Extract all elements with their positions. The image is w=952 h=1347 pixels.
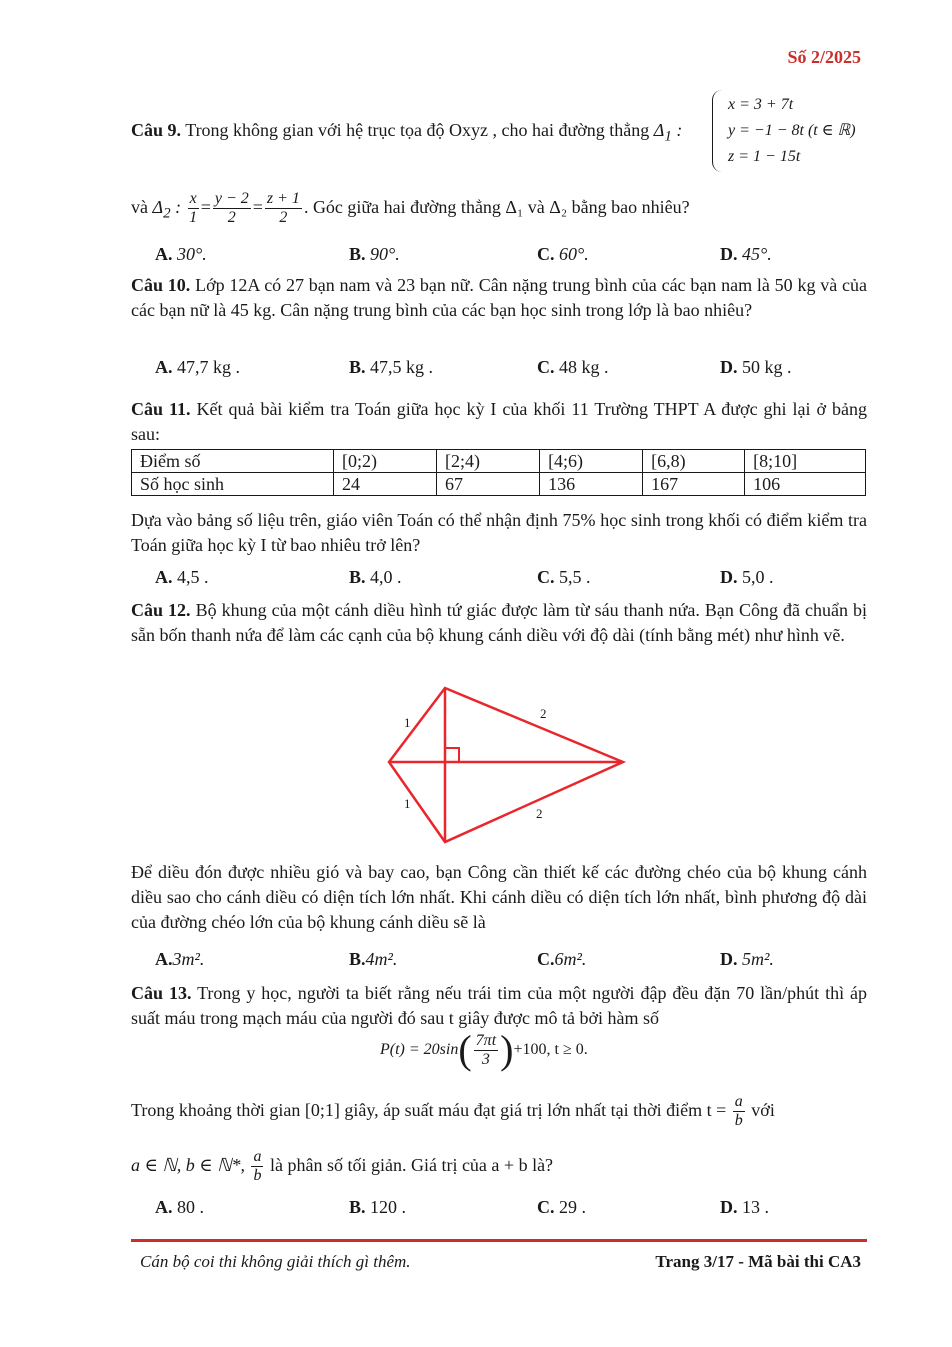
table-cell: [6,8) bbox=[643, 450, 745, 473]
q13-text-block bbox=[131, 981, 867, 1031]
q11-text-block bbox=[131, 397, 867, 447]
q12-option-a: A.3m². bbox=[155, 949, 205, 969]
q10-option-d: D. 50 kg . bbox=[720, 357, 792, 377]
q11-score-table bbox=[131, 449, 866, 496]
q13-line3: a ∈ ℕ, b ∈ ℕ*, $\frac{a}{b}$ là phân số tối giản. Giá trị của a + b là? bbox=[131, 1148, 554, 1185]
table-cell: [8;10] bbox=[745, 450, 866, 473]
table-cell: 106 bbox=[745, 473, 866, 496]
q12-option-d: D. 5m². bbox=[720, 949, 774, 969]
table-cell: [0;2) bbox=[334, 450, 437, 473]
q9-line2: và $\Delta_2$ : $\frac{x}{1}$ = $\frac{y - 2}{2}$ = $\frac{z + 1}{2}$ . Góc giữa hai đường thẳng Δ₁ và Δ₂ bằng bao nhiêu? bbox=[131, 190, 690, 227]
q13-ab-frac: $\frac{a}{b}$ bbox=[253, 1148, 262, 1185]
q12-option-c: C.6m². bbox=[537, 949, 587, 969]
q11-text: Kết quả bài kiểm tra Toán giữa học kỳ I của khối 11 Trường THPT A được ghi lại ở bảng sau: bbox=[131, 399, 867, 444]
q9-sys-line2: y = −1 − 8t (t ∈ ℝ) bbox=[728, 122, 856, 139]
q13-t-frac: $\frac{a}{b}$ bbox=[734, 1093, 743, 1130]
label-bottom-right: 2 bbox=[536, 806, 543, 821]
q9-option-c: C. 60°. bbox=[537, 244, 589, 264]
q13-option-d: D. 13 . bbox=[720, 1197, 769, 1217]
q9-system-brace bbox=[712, 90, 725, 172]
q9-delta2: $\Delta_2$ : bbox=[152, 197, 182, 222]
label-top-left: 1 bbox=[404, 715, 411, 730]
q9-option-a: A. 30°. bbox=[155, 244, 207, 264]
table-cell: [4;6) bbox=[540, 450, 643, 473]
kite-outline bbox=[389, 688, 623, 842]
q9-frac-z: $\frac{z + 1}{2}$ bbox=[266, 190, 300, 227]
table-row bbox=[132, 450, 866, 473]
q12-label: Câu 12. bbox=[131, 600, 191, 620]
q9-and: và bbox=[131, 197, 148, 217]
table-cell: 136 bbox=[540, 473, 643, 496]
q13-line2: Trong khoảng thời gian [0;1] giây, áp suất máu đạt giá trị lớn nhất tại thời điểm t = $\frac{a}{b}$ với bbox=[131, 1093, 775, 1130]
label-bottom-left: 1 bbox=[404, 796, 411, 811]
q13-option-a: A. 80 . bbox=[155, 1197, 204, 1217]
q9-option-d: D. 45°. bbox=[720, 244, 772, 264]
q9-text: Trong không gian với hệ trục tọa độ Oxyz , cho hai đường thẳng bbox=[185, 120, 650, 140]
footer-divider bbox=[131, 1239, 867, 1242]
q13-formula: P(t) = 20sin ( $\frac{7\pi t}{3}$ ) +100, t ≥ 0. bbox=[380, 1027, 588, 1072]
right-angle-mark bbox=[445, 748, 459, 762]
kite-figure bbox=[370, 680, 640, 855]
table-cell: Điểm số bbox=[132, 450, 334, 473]
page-number: Trang 3/17 - Mã bài thi CA3 bbox=[655, 1252, 861, 1271]
q10-option-a: A. 47,7 kg . bbox=[155, 357, 240, 377]
q11-after: Dựa vào bảng số liệu trên, giáo viên Toán có thể nhận định 75% học sinh trong khối có điểm kiểm tra Toán giữa học kỳ I từ bao nhiêu trở lên? bbox=[131, 510, 867, 555]
q12-option-b: B.4m². bbox=[349, 949, 398, 969]
q12-text-block bbox=[131, 598, 867, 648]
q9-sys-line1: x = 3 + 7t bbox=[728, 96, 794, 113]
q11-option-b: B. 4,0 . bbox=[349, 567, 402, 587]
q9-frac-y: $\frac{y - 2}{2}$ bbox=[214, 190, 249, 227]
q11-option-d: D. 5,0 . bbox=[720, 567, 774, 587]
q13-label: Câu 13. bbox=[131, 983, 192, 1003]
q10-text-block bbox=[131, 273, 867, 323]
q13-option-c: C. 29 . bbox=[537, 1197, 586, 1217]
q9-intro bbox=[131, 118, 691, 150]
footer-note: Cán bộ coi thi không giải thích gì thêm. bbox=[140, 1252, 411, 1271]
table-cell: 167 bbox=[643, 473, 745, 496]
q10-text: Lớp 12A có 27 bạn nam và 23 bạn nữ. Cân nặng trung bình của các bạn nam là 50 kg và của các bạn nữ là 45 kg. Cân nặng trung bình của các bạn học sinh trong lớp là bao nhiêu? bbox=[131, 275, 867, 320]
q12-after: Để diều đón được nhiều gió và bay cao, bạn Công cần thiết kế các đường chéo của bộ khung cánh diều sao cho cánh diều có diện tích lớn nhất. Khi cánh diều có diện tích lớn nhất, bình phương độ dài của đường chéo lớn của bộ khung cánh diều sẽ là bbox=[131, 862, 867, 932]
q9-system bbox=[728, 92, 856, 170]
q10-option-c: C. 48 kg . bbox=[537, 357, 609, 377]
label-top-right: 2 bbox=[540, 706, 547, 721]
q12-text: Bộ khung của một cánh diều hình tứ giác được làm từ sáu thanh nứa. Bạn Công đã chuẩn bị sẵn bốn thanh nứa để làm các cạnh của bộ khung cánh diều với độ dài (tính bằng mét) như hình vẽ. bbox=[131, 600, 868, 645]
q9-label: Câu 9. bbox=[131, 120, 182, 140]
q13-text: Trong y học, người ta biết rằng nếu trái tim của một người đập đều đặn 70 lần/phút thì áp suất máu trong mạch máu của người đó sau t giây được mô tả bởi hàm số bbox=[131, 983, 867, 1028]
table-cell: Số học sinh bbox=[132, 473, 334, 496]
q9-frac-x: $\frac{x}{1}$ bbox=[189, 190, 198, 227]
table-cell: [2;4) bbox=[437, 450, 540, 473]
q11-option-c: C. 5,5 . bbox=[537, 567, 591, 587]
q10-label: Câu 10. bbox=[131, 275, 191, 295]
table-cell: 24 bbox=[334, 473, 437, 496]
q13-option-b: B. 120 . bbox=[349, 1197, 407, 1217]
table-cell: 67 bbox=[437, 473, 540, 496]
q11-option-a: A. 4,5 . bbox=[155, 567, 209, 587]
q10-option-b: B. 47,5 kg . bbox=[349, 357, 434, 377]
q9-delta1: $\Delta_1$ : bbox=[653, 120, 683, 145]
q13-formula-frac: $\frac{7\pi t}{3}$ bbox=[475, 1031, 497, 1068]
q9-option-b: B. 90°. bbox=[349, 244, 400, 264]
q11-label: Câu 11. bbox=[131, 399, 191, 419]
table-row bbox=[132, 473, 866, 496]
q9-question: . Góc giữa hai đường thẳng Δ₁ và Δ₂ bằng bao nhiêu? bbox=[303, 197, 690, 217]
issue-number: Số 2/2025 bbox=[787, 47, 861, 67]
q9-sys-line3: z = 1 − 15t bbox=[728, 148, 801, 165]
